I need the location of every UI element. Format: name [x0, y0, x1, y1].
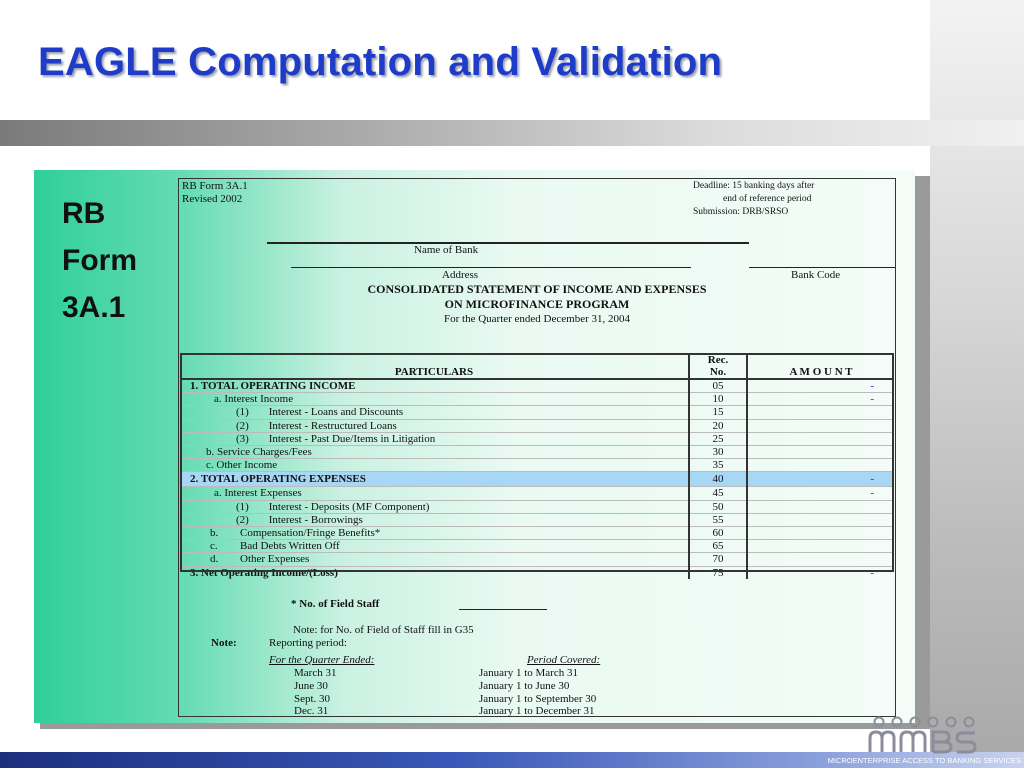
table-row — [180, 432, 894, 445]
row-rec: 05 — [689, 379, 747, 393]
mabs-logo-mark — [825, 716, 1024, 768]
col-quarter-ended: For the Quarter Ended: — [269, 654, 375, 666]
row-label: Other Expenses — [240, 553, 310, 566]
row-label: TOTAL OPERATING EXPENSES — [200, 473, 366, 486]
reporting-period-label: Reporting period: — [269, 637, 347, 649]
table-row — [180, 553, 894, 566]
col-particulars: PARTICULARS — [180, 353, 689, 379]
field-staff-label: * No. of Field Staff — [291, 598, 380, 610]
table-row — [180, 540, 894, 553]
table-header-row — [180, 353, 894, 379]
row-num: (2) — [236, 513, 249, 526]
row-num: a. — [214, 487, 222, 500]
row-label: Interest Expenses — [224, 487, 302, 500]
row-rec: 55 — [689, 513, 747, 526]
side-label-line-2: Form — [62, 244, 137, 277]
row-amount — [747, 432, 894, 445]
row-label: Interest Income — [224, 393, 294, 406]
row-num: b. — [210, 527, 219, 540]
row-num: 3. — [190, 566, 199, 579]
field-staff-note: Note: for No. of Field of Staff fill in G35 — [293, 624, 474, 636]
period-covered: January 1 to September 30 — [479, 693, 597, 705]
period-quarter: March 31 — [294, 667, 337, 679]
row-label: Bad Debts Written Off — [240, 540, 340, 553]
table-row — [180, 406, 894, 419]
bank-name-label: Name of Bank — [414, 244, 479, 256]
row-rec: 10 — [689, 393, 747, 406]
particulars-table — [180, 353, 894, 579]
period-covered: January 1 to June 30 — [479, 680, 570, 692]
row-label: Interest - Borrowings — [268, 513, 363, 526]
row-num: d. — [210, 553, 219, 566]
row-amount — [747, 513, 894, 526]
note-label: Note: — [211, 637, 237, 649]
table-row — [180, 527, 894, 540]
statement-heading-2: ON MICROFINANCE PROGRAM — [444, 297, 630, 311]
row-amount — [747, 553, 894, 566]
row-amount — [747, 527, 894, 540]
row-num: a. — [214, 393, 222, 406]
row-label: Other Income — [216, 459, 278, 472]
row-rec: 50 — [689, 500, 747, 513]
mabs-logo — [825, 716, 1024, 768]
right-gradient-strip — [930, 0, 1024, 768]
form-deadline-line-1: Deadline: 15 banking days after — [693, 181, 815, 191]
period-quarter: June 30 — [294, 680, 328, 692]
row-label: TOTAL OPERATING INCOME — [200, 380, 356, 392]
bank-code-label: Bank Code — [791, 269, 841, 281]
form-number: RB Form 3A.1 — [182, 180, 248, 192]
period-covered: January 1 to December 31 — [479, 705, 595, 717]
side-label-line-1: RB — [62, 197, 106, 230]
table-row — [180, 500, 894, 513]
title-divider-bar — [0, 120, 1024, 146]
row-label: Interest - Loans and Discounts — [268, 406, 404, 419]
row-label: Net Operating Income/(Loss) — [201, 566, 338, 579]
row-label: Compensation/Fringe Benefits* — [240, 527, 381, 540]
field-staff-line — [459, 609, 547, 610]
statement-period: For the Quarter ended December 31, 2004 — [443, 313, 631, 325]
row-amount — [747, 500, 894, 513]
row-rec: 75 — [689, 566, 747, 579]
bank-name-line — [267, 242, 749, 244]
row-rec: 25 — [689, 432, 747, 445]
row-rec: 70 — [689, 553, 747, 566]
row-amount: - — [747, 566, 894, 579]
row-num: c. — [206, 459, 214, 472]
row-amount — [747, 446, 894, 459]
table-row-highlighted — [180, 472, 894, 487]
row-amount — [747, 406, 894, 419]
table-row — [180, 393, 894, 406]
row-rec: 20 — [689, 419, 747, 432]
row-num: (3) — [236, 432, 249, 445]
col-rec-no — [689, 353, 747, 379]
row-rec: 40 — [689, 472, 747, 487]
rb-form-document — [178, 178, 896, 717]
logo-tagline: MICROENTERPRISE ACCESS TO BANKING SERVICES — [827, 756, 1021, 765]
row-label: Interest - Past Due/Items in Litigation — [268, 432, 436, 445]
table-row — [180, 513, 894, 526]
table-row — [180, 459, 894, 472]
row-rec: 35 — [689, 459, 747, 472]
col-rec-line-2: No. — [709, 365, 727, 378]
form-revised: Revised 2002 — [182, 193, 243, 205]
table-row — [180, 379, 894, 393]
row-label: Interest - Deposits (MF Component) — [268, 500, 430, 513]
bank-code-line — [749, 267, 895, 268]
row-rec: 45 — [689, 487, 747, 500]
row-amount: - — [747, 379, 894, 393]
row-label: Service Charges/Fees — [217, 446, 312, 459]
row-amount — [747, 419, 894, 432]
row-num: 2. — [190, 473, 199, 486]
row-num: 1. — [190, 380, 199, 392]
row-amount: - — [747, 472, 894, 487]
row-amount: - — [747, 393, 894, 406]
slide-title: EAGLE Computation and Validation — [38, 40, 723, 84]
period-quarter: Sept. 30 — [294, 693, 331, 705]
row-label: Interest - Restructured Loans — [268, 419, 397, 432]
side-label — [62, 190, 137, 331]
table-row — [180, 419, 894, 432]
period-covered: January 1 to March 31 — [479, 667, 578, 679]
row-num: (1) — [236, 500, 249, 513]
row-amount: - — [747, 487, 894, 500]
col-rec-line-1: Rec. — [707, 353, 729, 366]
row-num: (2) — [236, 419, 249, 432]
row-amount — [747, 540, 894, 553]
row-num: c. — [210, 540, 218, 553]
form-deadline-line-2: end of reference period — [723, 194, 812, 204]
row-rec: 30 — [689, 446, 747, 459]
row-num: (1) — [236, 406, 249, 419]
row-rec: 15 — [689, 406, 747, 419]
period-quarter: Dec. 31 — [294, 705, 329, 717]
address-line — [291, 267, 691, 268]
table-row — [180, 446, 894, 459]
address-label: Address — [442, 269, 479, 281]
row-rec: 65 — [689, 540, 747, 553]
col-period-covered: Period Covered: — [527, 654, 601, 666]
statement-heading-1: CONSOLIDATED STATEMENT OF INCOME AND EXPENSES — [367, 282, 707, 296]
row-rec: 60 — [689, 527, 747, 540]
row-amount — [747, 459, 894, 472]
table-row — [180, 566, 894, 579]
form-submission: Submission: DRB/SRSO — [693, 207, 789, 217]
table-row — [180, 487, 894, 500]
side-label-line-3: 3A.1 — [62, 291, 126, 324]
row-num: b. — [206, 446, 215, 459]
col-amount: A M O U N T — [747, 353, 894, 379]
